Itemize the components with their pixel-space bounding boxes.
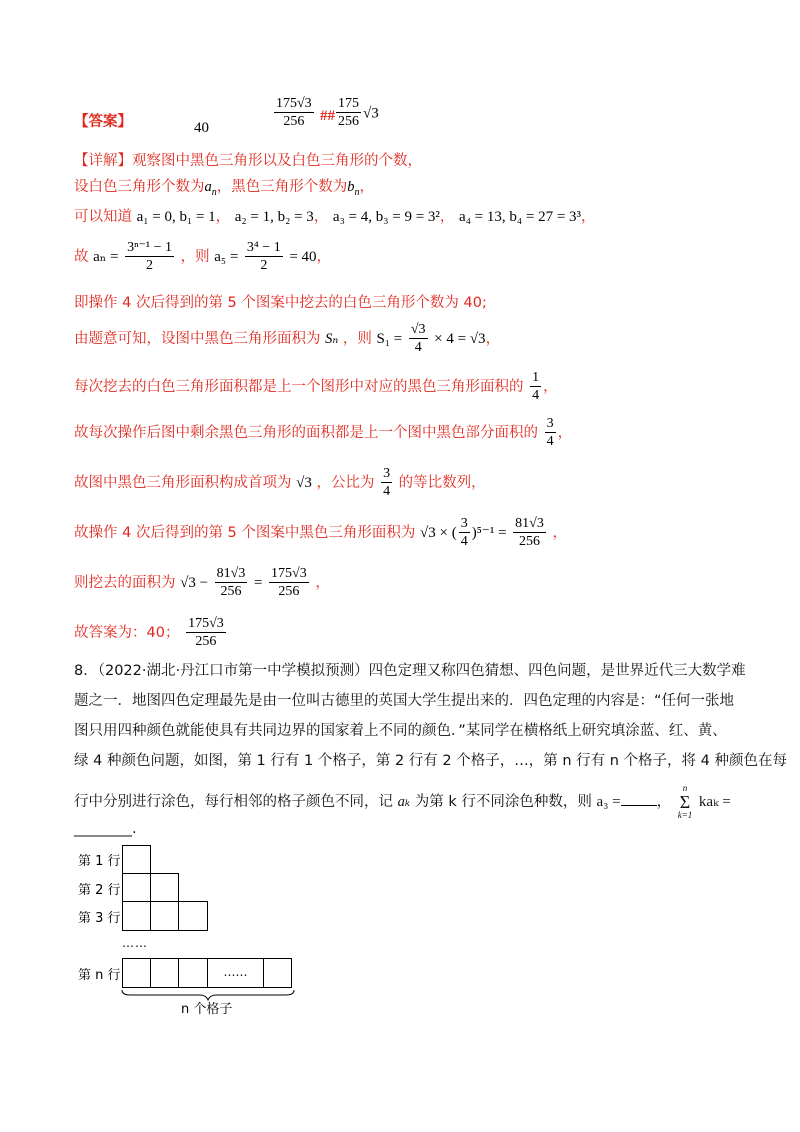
vertical-ellipsis: …… (122, 936, 148, 950)
row-label-1: 第 1 行 (78, 854, 121, 869)
grid-cell (150, 901, 179, 931)
row-label-3: 第 3 行 (78, 911, 121, 926)
detail-line-10: 故操作 4 次后得到的第 5 个图案中黑色三角形面积为 √3 × ( $\frac{3}{4}$ )⁵⁻¹ = $\frac{81√3}{256}$ ， (74, 516, 567, 550)
answer-label: 【答案】 (74, 114, 132, 130)
question-line-6: ________. (74, 821, 137, 837)
grid-cell (150, 958, 179, 988)
detail-line-5: 即操作 4 次后得到的第 5 个图案中挖去的白色三角形个数为 40; (74, 295, 487, 311)
grid-cell-ellipsis: …… (207, 958, 264, 988)
detail-line-11: 则挖去的面积为 √3 − $\frac{81√3}{256}$ = $\frac{175√3}{256}$ ， (74, 566, 330, 600)
grid-cell (122, 958, 151, 988)
question-line-1: 8．（2022·湖北·丹江口市第一中学模拟预测）四色定理又称四色猜想、四色问题，是世界近代三大数学难 (74, 663, 746, 679)
grid-cell (122, 901, 151, 931)
detail-line-1: 【详解】观察图中黑色三角形以及白色三角形的个数， (74, 153, 422, 169)
answer-separator: ## (320, 108, 335, 124)
row-label-2: 第 2 行 (78, 883, 121, 898)
question-line-4: 绿 4 种颜色问题，如图，第 1 行有 1 个格子，第 2 行有 2 个格子，…，第 n 行有 n 个格子，将 4 种颜色在每 (74, 753, 787, 769)
summation: n Σ k=1 (677, 783, 693, 820)
brace-label: n 个格子 (181, 1002, 233, 1017)
grid-cell (178, 901, 208, 931)
grid-cell (122, 845, 151, 874)
question-line-3: 图只用四种颜色就能使具有共同边界的国家着上不同的颜色．”某同学在横格纸上研究填涂蓝、红、黄、 (74, 723, 727, 739)
detail-line-8: 故每次操作后图中剩余黑色三角形的面积都是上一个图中黑色部分面积的 $\frac{3}{4}$ ， (74, 416, 573, 450)
answer-blank-1[interactable] (621, 791, 657, 806)
answer-fraction-2: $\frac{175}{256}$ √3 (338, 96, 379, 130)
detail-line-2: 设白色三角形个数为$a_n$，黑色三角形个数为$b_n$， (74, 179, 374, 198)
detail-line-9: 故图中黑色三角形面积构成首项为 √3 ，公比为 $\frac{3}{4}$ 的等比数列， (74, 466, 486, 500)
row-label-n: 第 n 行 (78, 968, 121, 983)
grid-cell (178, 958, 208, 988)
grid-cell (263, 958, 292, 988)
answer-fraction-1: $\frac{175√3}{256}$ (276, 96, 312, 130)
grid-cell (122, 873, 151, 902)
detail-line-6: 由题意可知，设图中黑色三角形面积为 Sₙ ，则 S₁ = $\frac{√3}{4}$ × 4 = √3， (74, 322, 501, 356)
answer-value-count: 40 (194, 120, 209, 136)
detail-line-3: 可以知道 a₁ = 0, b₁ = 1， a₂ = 1, b₂ = 3， a₃ = 4, b₃ = 9 = 3²， a₄ = 13, b₄ = 27 = 3³， (74, 209, 596, 225)
detail-line-7: 每次挖去的白色三角形面积都是上一个图形中对应的黑色三角形面积的 $\frac{1}{4}$ ， (74, 370, 558, 404)
detail-line-12: 故答案为：40； $\frac{175√3}{256}$ (74, 616, 224, 650)
question-line-2: 题之一．地图四色定理最先是由一位叫古德里的英国大学生提出来的．四色定理的内容是：“任何一张地 (74, 693, 735, 709)
detail-line-4: 故 aₙ = $\frac{\text{3ⁿ⁻¹ − 1}}{2}$ ，则 a₅ = $\frac{\text{3⁴ − 1}}{2}$ = 40， (74, 240, 332, 274)
question-line-5: 行中分别进行涂色，每行相邻的格子颜色不同，记 aₖ 为第 k 行不同涂色种数，则 a₃ = ， n Σ k=1 kaₖ = (74, 783, 731, 820)
grid-cell (150, 873, 179, 902)
